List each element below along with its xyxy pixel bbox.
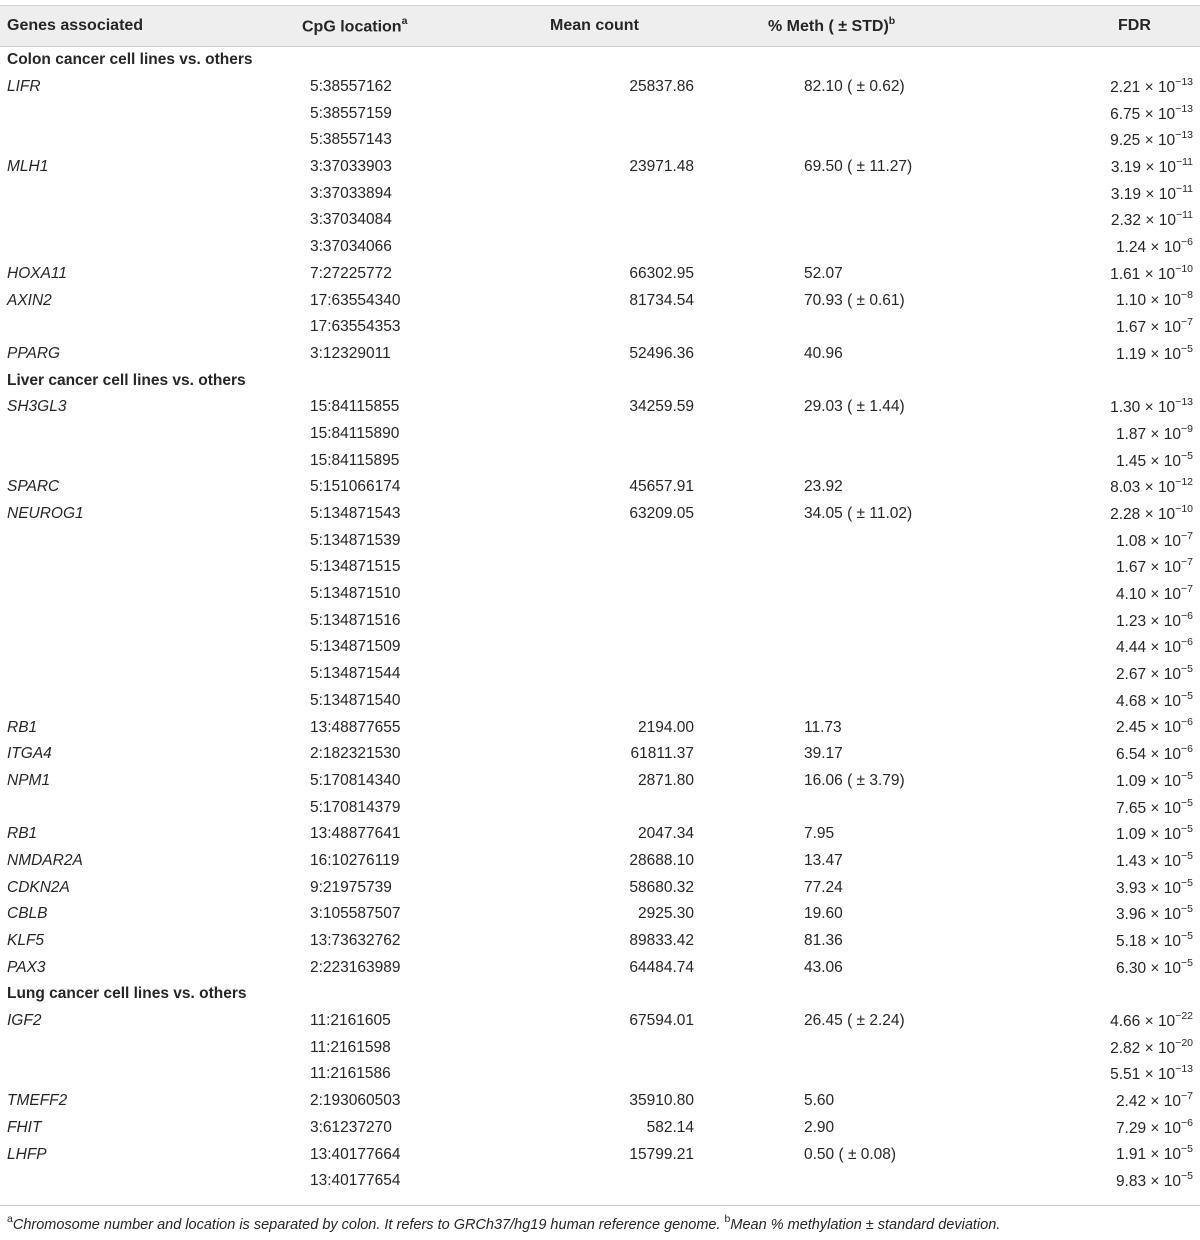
- table-row: [0, 1168, 1200, 1195]
- fdr-cell: $2.28 \times 10^{-10}$: [1110, 502, 1193, 524]
- table-row: [0, 261, 1200, 288]
- meth-cell: [772, 794, 1010, 821]
- meth-cell: 13.47: [804, 851, 843, 869]
- mean-count-cell: 15799.21: [629, 1145, 694, 1163]
- cpg-location-cell: 5:134871510: [310, 585, 401, 603]
- fdr-cell: $1.45 \times 10^{-5}$: [1115, 449, 1193, 470]
- fdr-cell: $4.10 \times 10^{-7}$: [1115, 583, 1193, 604]
- meth-cell: 40.96: [804, 344, 843, 362]
- cpg-location-cell: 5:134871509: [310, 638, 401, 656]
- gene-cell: [0, 234, 302, 261]
- meth-cell: [772, 527, 1010, 554]
- fdr-cell: $1.24 \times 10^{-6}$: [1115, 236, 1193, 257]
- table-row: [0, 1088, 1200, 1115]
- fdr-cell: $2.32 \times 10^{-11}$: [1110, 209, 1193, 230]
- fdr-cell: $2.42 \times 10^{-7}$: [1115, 1090, 1193, 1111]
- fdr-cell: $1.09 \times 10^{-5}$: [1115, 769, 1193, 790]
- table-row: [0, 421, 1200, 448]
- table-row: [0, 1061, 1200, 1088]
- meth-cell: 70.93 ( ± 0.61): [804, 291, 905, 309]
- fdr-cell: $2.67 \times 10^{-5}$: [1115, 663, 1193, 684]
- mean-count-cell: [562, 581, 772, 608]
- meth-cell: [772, 688, 1010, 715]
- fdr-cell: $3.19 \times 10^{-11}$: [1110, 182, 1193, 203]
- table-row: [0, 501, 1200, 528]
- mean-count-cell: [562, 180, 772, 207]
- fdr-cell: $1.10 \times 10^{-8}$: [1115, 289, 1193, 310]
- meth-cell: 29.03 ( ± 1.44): [804, 398, 905, 416]
- section-row: [0, 367, 1200, 394]
- gene-cell: [0, 554, 302, 581]
- gene-cell: PPARG: [7, 344, 61, 362]
- cpg-location-cell: 15:84115895: [310, 451, 400, 469]
- cpg-location-cell: 5:134871539: [310, 531, 401, 549]
- mean-count-cell: [562, 127, 772, 154]
- fdr-cell: $1.67 \times 10^{-7}$: [1115, 316, 1193, 337]
- gene-cell: ITGA4: [7, 745, 52, 763]
- gene-cell: LHFP: [7, 1145, 47, 1163]
- cpg-location-cell: 5:134871515: [310, 558, 401, 576]
- gene-cell: CDKN2A: [7, 878, 70, 896]
- table-row: [0, 901, 1200, 928]
- cpg-location-cell: 17:63554340: [310, 291, 401, 309]
- cpg-location-cell: 13:40177664: [310, 1145, 401, 1163]
- fdr-cell: $1.30 \times 10^{-13}$: [1110, 396, 1193, 417]
- footnote-b-mark: b: [724, 1213, 731, 1225]
- fdr-cell: $1.91 \times 10^{-5}$: [1115, 1143, 1193, 1164]
- fdr-cell: $6.75 \times 10^{-13}$: [1110, 102, 1193, 123]
- cpg-location-cell: 5:38557162: [310, 78, 392, 96]
- cpg-location-cell: 5:151066174: [310, 478, 401, 496]
- cpg-location-cell: 16:10276119: [310, 851, 400, 869]
- gene-cell: TMEFF2: [7, 1092, 68, 1110]
- fdr-cell: $9.25 \times 10^{-13}$: [1110, 129, 1193, 150]
- meth-cell: 26.45 ( ± 2.24): [804, 1012, 905, 1030]
- meth-cell: 5.60: [804, 1092, 835, 1110]
- fdr-cell: $4.66 \times 10^{-22}$: [1110, 1010, 1193, 1031]
- table-row: [0, 447, 1200, 474]
- mean-count-cell: 25837.86: [629, 78, 694, 96]
- section-row: [0, 47, 1200, 74]
- meth-cell: [772, 100, 1010, 127]
- fdr-cell: $3.93 \times 10^{-5}$: [1115, 876, 1193, 897]
- mean-count-cell: 67594.01: [629, 1012, 694, 1030]
- gene-cell: [0, 634, 302, 661]
- fdr-cell: $7.29 \times 10^{-6}$: [1115, 1116, 1193, 1137]
- gene-cell: HOXA11: [7, 264, 68, 282]
- header-meth: % Meth ( ± STD)$^b$: [772, 6, 1010, 47]
- mean-count-cell: 63209.05: [629, 505, 694, 523]
- meth-cell: [772, 607, 1010, 634]
- fdr-cell: $1.43 \times 10^{-5}$: [1115, 849, 1193, 871]
- fdr-cell: $2.45 \times 10^{-6}$: [1115, 716, 1193, 737]
- mean-count-cell: [562, 527, 772, 554]
- fdr-cell: $2.82 \times 10^{-20}$: [1110, 1036, 1193, 1057]
- meth-cell: 77.24: [804, 878, 843, 896]
- mean-count-cell: [562, 1034, 772, 1061]
- table-row: [0, 394, 1200, 421]
- cpg-location-cell: 3:12329011: [310, 344, 391, 362]
- gene-cell: RB1: [7, 718, 38, 736]
- mean-count-cell: 45657.91: [629, 478, 694, 496]
- meth-cell: 11.73: [804, 718, 842, 736]
- cpg-location-cell: 5:134871516: [310, 611, 401, 629]
- table-row: [0, 234, 1200, 261]
- fdr-cell: $4.44 \times 10^{-6}$: [1115, 636, 1193, 657]
- table-row: [0, 874, 1200, 901]
- cpg-location-cell: 5:170814379: [310, 798, 401, 816]
- table-row: [0, 768, 1200, 795]
- mean-count-cell: 582.14: [646, 1118, 694, 1136]
- cpg-location-cell: 3:61237270: [310, 1118, 392, 1136]
- mean-count-cell: [562, 794, 772, 821]
- meth-cell: 43.06: [804, 958, 843, 976]
- mean-count-cell: [562, 421, 772, 448]
- table-row: [0, 661, 1200, 688]
- gene-cell: SPARC: [7, 478, 60, 496]
- mean-count-cell: [562, 207, 772, 234]
- gene-cell: [0, 607, 302, 634]
- header-meth-footnote-mark: b: [888, 14, 896, 27]
- meth-cell: 19.60: [804, 905, 843, 923]
- table-row: [0, 954, 1200, 981]
- mean-count-cell: 61811.37: [630, 745, 694, 763]
- meth-cell: 81.36: [804, 932, 843, 950]
- meth-cell: [772, 207, 1010, 234]
- gene-cell: [0, 207, 302, 234]
- cpg-location-cell: 5:134871540: [310, 691, 401, 709]
- cpg-location-cell: 13:48877641: [310, 825, 401, 843]
- gene-cell: [0, 127, 302, 154]
- cpg-location-cell: 11:2161605: [310, 1012, 391, 1030]
- meth-cell: [772, 1034, 1010, 1061]
- cpg-location-cell: 7:27225772: [310, 264, 392, 282]
- fdr-cell: $1.19 \times 10^{-5}$: [1115, 342, 1193, 363]
- fdr-cell: $8.03 \times 10^{-12}$: [1110, 476, 1193, 497]
- mean-count-cell: [562, 314, 772, 341]
- section-title: Liver cancer cell lines vs. others: [7, 371, 246, 389]
- fdr-cell: $2.21 \times 10^{-13}$: [1110, 75, 1193, 97]
- section-title: Colon cancer cell lines vs. others: [7, 51, 253, 69]
- table-row: [0, 688, 1200, 715]
- section-title: Lung cancer cell lines vs. others: [7, 985, 247, 1003]
- gene-cell: LIFR: [7, 78, 41, 96]
- gene-cell: [0, 688, 302, 715]
- meth-cell: [772, 661, 1010, 688]
- table-row: [0, 100, 1200, 127]
- table-row: [0, 314, 1200, 341]
- meth-cell: 2.90: [804, 1118, 835, 1136]
- mean-count-cell: [562, 1061, 772, 1088]
- table-row: [0, 554, 1200, 581]
- meth-cell: 16.06 ( ± 3.79): [804, 771, 905, 789]
- gene-cell: CBLB: [7, 905, 48, 923]
- fdr-cell: $6.54 \times 10^{-6}$: [1115, 743, 1193, 764]
- mean-count-cell: 23971.48: [629, 158, 694, 176]
- gene-cell: MLH1: [7, 158, 49, 176]
- meth-cell: [772, 314, 1010, 341]
- mean-count-cell: 81734.54: [629, 291, 694, 309]
- table-row: [0, 1034, 1200, 1061]
- cpg-location-cell: 13:40177654: [310, 1172, 401, 1190]
- mean-count-cell: 52496.36: [629, 344, 694, 362]
- table-row: [0, 634, 1200, 661]
- fdr-cell: $3.19 \times 10^{-11}$: [1110, 156, 1193, 177]
- cpg-location-cell: 2:193060503: [310, 1092, 401, 1110]
- mean-count-cell: [562, 661, 772, 688]
- gene-cell: [0, 421, 302, 448]
- header-row: [0, 6, 1200, 47]
- table-row: [0, 154, 1200, 181]
- mean-count-cell: 34259.59: [629, 398, 694, 416]
- table-row: [0, 607, 1200, 634]
- gene-cell: [0, 447, 302, 474]
- gene-cell: NPM1: [7, 771, 51, 789]
- cpg-location-cell: 5:170814340: [310, 771, 401, 789]
- gene-cell: [0, 1168, 302, 1195]
- meth-cell: 52.07: [804, 264, 843, 282]
- cpg-location-cell: 3:37034084: [310, 211, 392, 229]
- table-row: [0, 821, 1200, 848]
- meth-cell: [772, 180, 1010, 207]
- mean-count-cell: 2194.00: [637, 718, 694, 736]
- cpg-location-cell: 2:182321530: [310, 745, 401, 763]
- footnote-b-text: Mean % methylation ± standard deviation.: [730, 1216, 1001, 1233]
- fdr-cell: $7.65 \times 10^{-5}$: [1115, 796, 1193, 817]
- mean-count-cell: 89833.42: [629, 932, 694, 950]
- table-row: [0, 741, 1200, 768]
- meth-cell: [772, 581, 1010, 608]
- cpg-location-cell: 13:73632762: [310, 932, 401, 950]
- table-row: [0, 714, 1200, 741]
- meth-cell: 7.95: [804, 825, 835, 843]
- cpg-location-cell: 5:38557143: [310, 131, 392, 149]
- mean-count-cell: [562, 688, 772, 715]
- fdr-cell: $9.83 \times 10^{-5}$: [1115, 1170, 1193, 1191]
- cpg-location-cell: 3:37033903: [310, 158, 392, 176]
- fdr-cell: $4.68 \times 10^{-5}$: [1115, 689, 1193, 710]
- mean-count-cell: [562, 634, 772, 661]
- section-row: [0, 981, 1200, 1008]
- gene-cell: [0, 1061, 302, 1088]
- meth-cell: 34.05 ( ± 11.02): [804, 505, 913, 523]
- table-row: [0, 74, 1200, 101]
- meth-cell: 23.92: [804, 478, 843, 496]
- cpg-location-cell: 2:223163989: [310, 958, 401, 976]
- gene-cell: AXIN2: [7, 291, 52, 309]
- table-row: [0, 794, 1200, 821]
- meth-cell: [772, 234, 1010, 261]
- mean-count-cell: [562, 554, 772, 581]
- mean-count-cell: 2047.34: [637, 825, 694, 843]
- table-row: [0, 180, 1200, 207]
- fdr-cell: $6.30 \times 10^{-5}$: [1115, 956, 1193, 977]
- cpg-location-cell: 17:63554353: [310, 318, 401, 336]
- mean-count-cell: [562, 607, 772, 634]
- cpg-location-cell: 3:105587507: [310, 905, 401, 923]
- cpg-location-cell: 11:2161586: [310, 1065, 391, 1083]
- meth-cell: [772, 1168, 1010, 1195]
- header-mean-count: Mean count: [562, 6, 772, 47]
- gene-cell: [0, 314, 302, 341]
- mean-count-cell: [562, 1168, 772, 1195]
- gene-cell: [0, 1034, 302, 1061]
- cpg-location-cell: 5:134871544: [310, 665, 401, 683]
- mean-count-cell: 64484.74: [629, 958, 694, 976]
- header-cpg-footnote-mark: a: [401, 14, 408, 27]
- meth-cell: 82.10 ( ± 0.62): [804, 78, 905, 96]
- fdr-cell: $1.09 \times 10^{-5}$: [1115, 823, 1193, 844]
- mean-count-cell: 66302.95: [629, 264, 694, 282]
- gene-cell: NEUROG1: [7, 505, 84, 523]
- fdr-cell: $5.18 \times 10^{-5}$: [1115, 929, 1193, 951]
- fdr-cell: $3.96 \times 10^{-5}$: [1115, 903, 1193, 924]
- methylation-table: [0, 5, 1200, 1195]
- cpg-location-cell: 13:48877655: [310, 718, 401, 736]
- footnote-a-text: Chromosome number and location is separated by colon. It refers to GRCh37/hg19 human reference genome.: [12, 1216, 725, 1233]
- table-row: [0, 341, 1200, 368]
- gene-cell: FHIT: [7, 1118, 42, 1136]
- table-row: [0, 928, 1200, 955]
- gene-cell: [0, 527, 302, 554]
- mean-count-cell: 35910.80: [629, 1092, 694, 1110]
- fdr-cell: $1.61 \times 10^{-10}$: [1110, 262, 1193, 283]
- mean-count-cell: 2871.80: [637, 771, 694, 789]
- table-row: [0, 207, 1200, 234]
- table-row: [0, 1008, 1200, 1035]
- gene-cell: SH3GL3: [7, 398, 67, 416]
- gene-cell: [0, 100, 302, 127]
- table-row: [0, 474, 1200, 501]
- cpg-location-cell: 9:21975739: [310, 878, 392, 896]
- table-body: [0, 47, 1200, 1195]
- meth-cell: 39.17: [804, 745, 843, 763]
- gene-cell: [0, 661, 302, 688]
- table-row: [0, 1141, 1200, 1168]
- cpg-location-cell: 15:84115890: [310, 424, 400, 442]
- meth-cell: [772, 1061, 1010, 1088]
- cpg-location-cell: 3:37034066: [310, 238, 392, 256]
- meth-cell: [772, 554, 1010, 581]
- gene-cell: IGF2: [7, 1012, 42, 1030]
- cpg-location-cell: 11:2161598: [310, 1038, 391, 1056]
- mean-count-cell: 2925.30: [637, 905, 694, 923]
- gene-cell: KLF5: [7, 932, 45, 950]
- table-row: [0, 287, 1200, 314]
- meth-cell: [772, 634, 1010, 661]
- gene-cell: NMDAR2A: [7, 851, 83, 869]
- table-bottom-rule: [0, 1205, 1200, 1206]
- mean-count-cell: [562, 234, 772, 261]
- cpg-location-cell: 3:37033894: [310, 184, 392, 202]
- fdr-cell: $1.23 \times 10^{-6}$: [1115, 609, 1193, 630]
- table-row: [0, 581, 1200, 608]
- gene-cell: RB1: [7, 825, 38, 843]
- gene-cell: [0, 794, 302, 821]
- meth-cell: [772, 127, 1010, 154]
- gene-cell: [0, 581, 302, 608]
- table-row: [0, 1115, 1200, 1142]
- cpg-location-cell: 5:134871543: [310, 505, 401, 523]
- cpg-location-cell: 15:84115855: [310, 398, 400, 416]
- mean-count-cell: 58680.32: [629, 878, 694, 896]
- mean-count-cell: 28688.10: [629, 851, 694, 869]
- header-fdr: FDR: [1010, 6, 1200, 47]
- fdr-cell: $1.08 \times 10^{-7}$: [1115, 529, 1193, 550]
- table-row: [0, 848, 1200, 875]
- gene-cell: [0, 180, 302, 207]
- table-row: [0, 527, 1200, 554]
- mean-count-cell: [562, 100, 772, 127]
- table-footnote: [7, 1214, 1000, 1233]
- header-genes: Genes associated: [0, 6, 302, 47]
- footnote-a-mark: a: [7, 1213, 13, 1225]
- gene-cell: PAX3: [7, 958, 46, 976]
- fdr-cell: $1.67 \times 10^{-7}$: [1115, 556, 1193, 577]
- fdr-cell: $5.51 \times 10^{-13}$: [1110, 1063, 1193, 1084]
- table-row: [0, 127, 1200, 154]
- meth-cell: 0.50 ( ± 0.08): [804, 1145, 897, 1163]
- fdr-cell: $1.87 \times 10^{-9}$: [1115, 422, 1193, 444]
- mean-count-cell: [562, 447, 772, 474]
- meth-cell: [772, 447, 1010, 474]
- cpg-location-cell: 5:38557159: [310, 104, 392, 122]
- meth-cell: 69.50 ( ± 11.27): [804, 158, 913, 176]
- header-cpg-location: CpG location$^a$: [302, 6, 562, 47]
- meth-cell: [772, 421, 1010, 448]
